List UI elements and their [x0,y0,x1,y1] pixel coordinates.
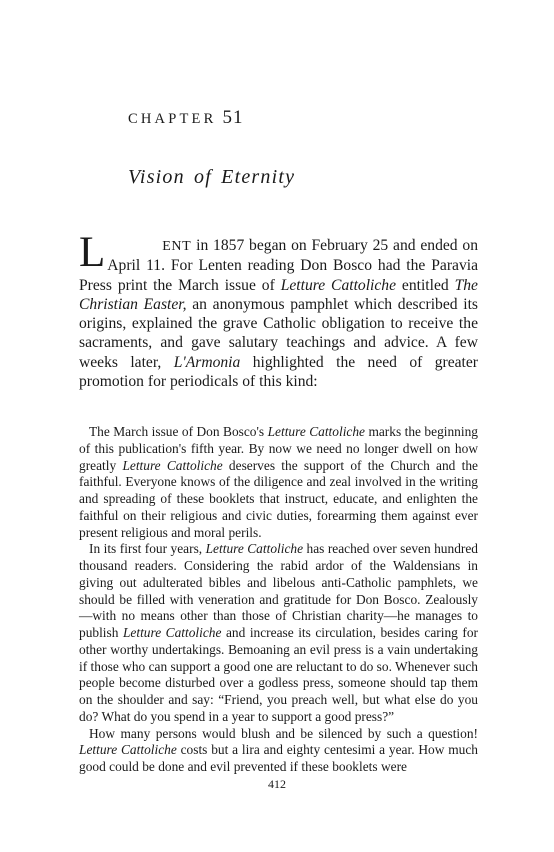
quote-text: The March issue of Don Bosco's [89,424,268,439]
quote-title-ref: Letture Cattoliche [122,625,222,640]
quote-title-ref: Letture Cattoliche [79,742,177,758]
quote-paragraph-2 [79,541,478,725]
opening-title-ref-2: The Christian Easter, [79,276,478,313]
opening-paragraph [79,229,479,391]
quote-text: costs but a lira and eighty centesimi a year. How much good could be done and evil prevented if these booklets were [79,742,478,774]
block-quote [79,424,478,776]
quote-text: In its first four years, [89,541,206,557]
opening-text-3: an anonymous pamphlet which described its origins, explained the grave Catholic obligation to receive the sacraments, and gave salutary teachings and advice. A few weeks later, [79,295,478,371]
quote-text: and increase its circulation, besides caring for other worthy undertakings. Bemoaning an evil press is a vain undertaking if those who can support a good one are reluctant to do so. Whenever such people become disturbed over a godless press, someone should tap them on the shoulder and say: “Friend, you preach well, but what else do you do? What do you spend in a year to support a good press?” [79,625,479,724]
opening-text-1: in 1857 began on February 25 and ended on April 11. For Lenten reading Don Bosco had the Paravia Press print the March issue of [79,237,478,294]
quote-paragraph-3 [79,726,478,776]
chapter-title: Vision of Eternity [128,166,296,188]
quote-title-ref: Letture Cattoliche [267,424,365,439]
page-number: 412 [268,777,286,791]
quote-text: deserves the support of the Church and the faithful. Everyone knows of the diligence and zeal involved in the writing and spreading of these booklets that instruct, educate, and enlighten the faithful on their religious and civic duties, forearming them against ever present religious and moral perils. [79,457,478,540]
drop-cap: L [79,229,106,276]
opening-text-2: entitled [396,276,455,294]
opening-title-ref-1: Letture Cattoliche [280,276,397,294]
quote-text: has reached over seven hundred thousand readers. Considering the rabid ardor of the Waldensians in giving out adulterated bibles and libelous anti-Catholic pamphlets, we should be filled with veneration and gratitude for Don Bosco. Zealously—with no means other than those of Christian charity—he manages to publish [79,541,478,640]
quote-title-ref: Letture Cattoliche [122,457,223,473]
quote-text: marks the beginning of this publication's fifth year. By now we need no longer dwell on how greatly [79,424,478,473]
chapter-label: CHAPTER [128,111,217,127]
small-caps-word: ENT [162,239,192,254]
chapter-heading [128,107,243,129]
quote-paragraph-1 [79,424,478,541]
quote-title-ref: Letture Cattoliche [205,541,304,557]
opening-title-ref-3: L'Armonia [173,353,241,371]
opening-text-4: highlighted the need of greater promotion for periodicals of this kind: [79,353,479,391]
chapter-number: 51 [222,107,244,128]
quote-text: How many persons would blush and be silenced by such a question! [89,725,478,741]
